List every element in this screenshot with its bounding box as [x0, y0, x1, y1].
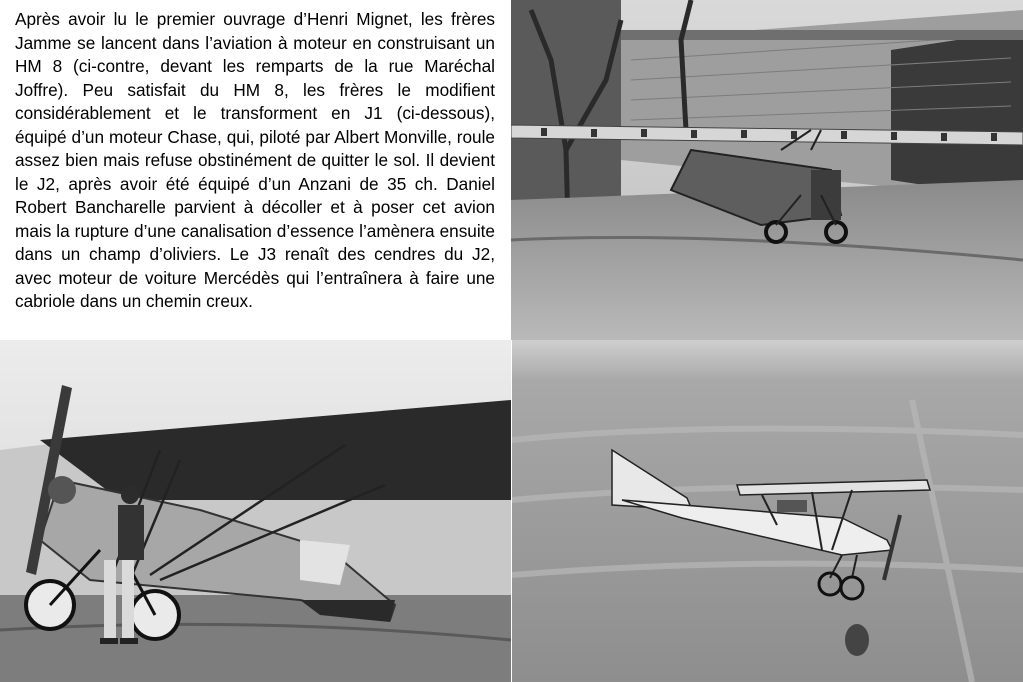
article-paragraph: Après avoir lu le premier ouvrage d’Henri Mignet, les frères Jamme se lancent dans l’aviation à moteur en construisant un HM 8 (ci-contre, devant les remparts de la rue Maréchal Joffre). Peu satisfait du HM 8, les frères le modifient considérablement et le transforment en J1 (ci-dessous), équipé d’un moteur Chase, qui, piloté par Albert Monville, roule assez bien mais refuse obstinément de quitter le sol. Il devient le J2, après avoir été équipé d’un Anzani de 35 ch. Daniel Robert Bancharelle parvient à décoller et à poser cet avion mais la rupture d’une canalisation d’essence l’amènera ensuite dans un champ d’oliviers. Le J3 renaît des cendres du J2, avec moteur de voiture Mercédès qui l’entraînera à faire une cabriole dans un chemin creux. — [15, 9, 495, 311]
j1-photo — [0, 340, 511, 682]
inflight-photo — [512, 340, 1023, 682]
j1-photo-icon — [0, 340, 511, 682]
hm8-photo-icon — [511, 0, 1023, 340]
hm8-photo — [511, 0, 1023, 340]
inflight-photo-icon — [512, 340, 1023, 682]
